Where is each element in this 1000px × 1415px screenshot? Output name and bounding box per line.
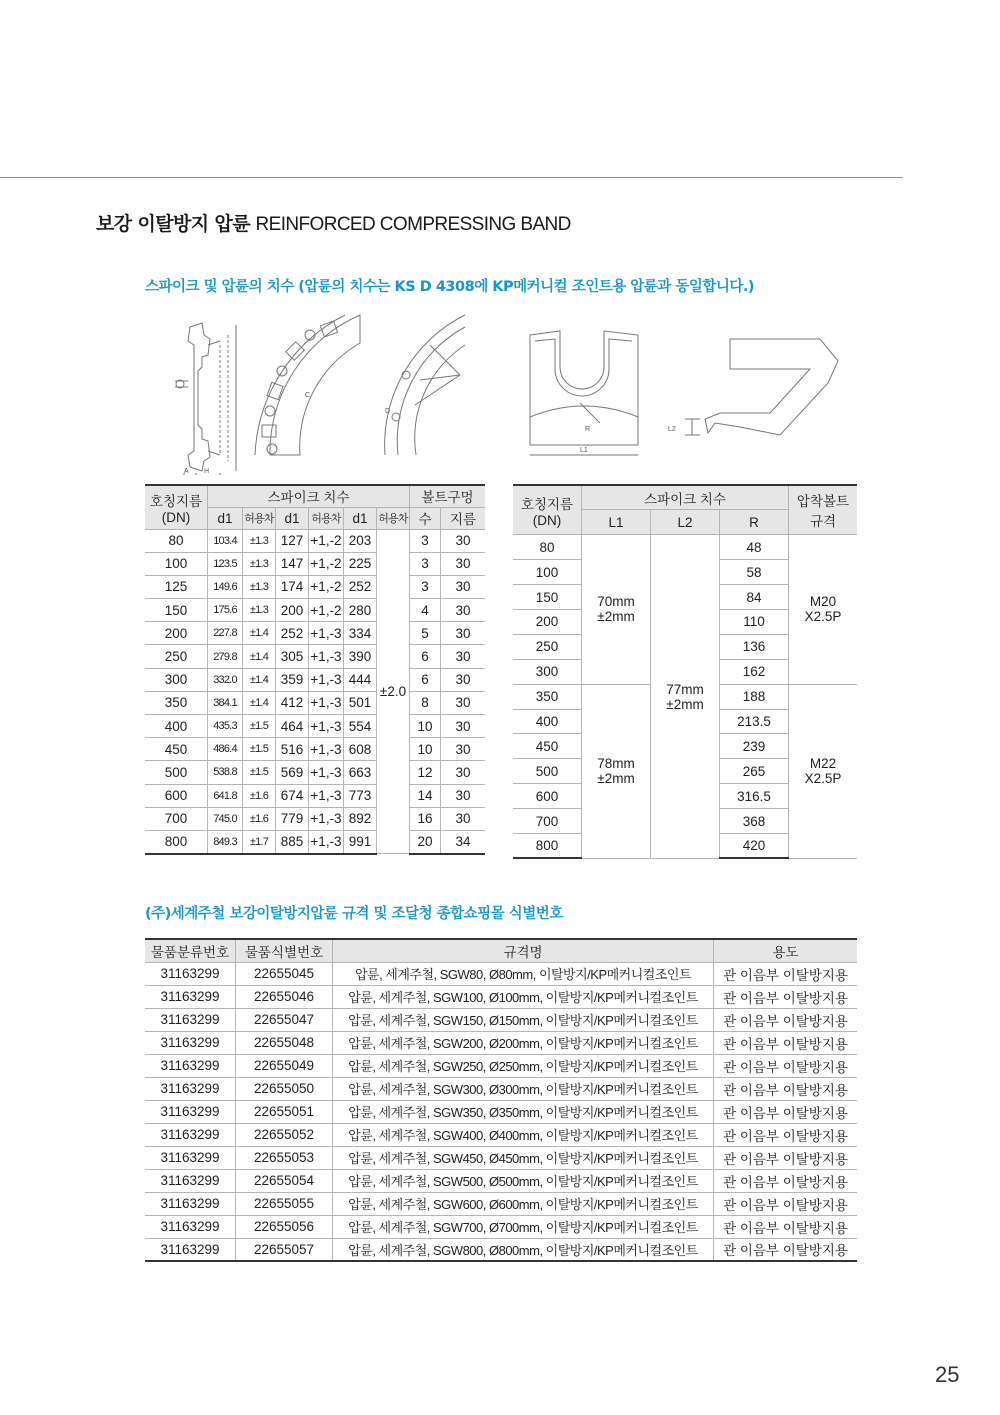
label-l1: L1: [580, 447, 588, 454]
cell-id-no: 22655045: [236, 962, 333, 985]
col-tol-b: 허용차: [309, 507, 344, 529]
cell-dn: 600: [513, 784, 582, 809]
spike-front-drawing: [530, 331, 638, 455]
table-row: [145, 1100, 857, 1123]
cell-diameter: 30: [441, 645, 486, 668]
cell-diameter: 30: [441, 761, 486, 784]
cell-dn: 450: [145, 738, 208, 761]
cell-l1-group-b-line: 78mm: [597, 756, 635, 772]
table-row: [145, 761, 485, 784]
front-view-drawing: [255, 315, 360, 455]
cell-tol-a: ±1.4: [243, 622, 276, 645]
col-class-no: 물품분류번호: [145, 939, 236, 962]
cell-class-no: 31163299: [145, 1215, 236, 1238]
cell-diameter: 30: [441, 599, 486, 622]
cell-d1-c: 390: [344, 645, 377, 668]
table-row: [145, 985, 857, 1008]
table-row: [145, 962, 857, 985]
table-row: [145, 599, 485, 622]
cell-d1-a: 332.0: [208, 668, 243, 691]
col-id-no: 물품식별번호: [236, 939, 333, 962]
cell-d1-c: 991: [344, 830, 377, 853]
cell-bolt-group-a: [789, 535, 858, 684]
col-tol-c: 허용차: [377, 507, 410, 529]
cell-tol-a: ±1.3: [243, 575, 276, 598]
col-spike-dim: 스파이크 치수: [208, 485, 410, 507]
cell-d1-c: 225: [344, 552, 377, 575]
table-row: [145, 645, 485, 668]
cell-bolt-group-a-line: M20: [809, 594, 837, 610]
table-row: [145, 1146, 857, 1169]
title-korean: 보강 이탈방지 압륜: [96, 213, 251, 235]
cell-id-no: 22655047: [236, 1008, 333, 1031]
cell-tol-a: ±1.4: [243, 668, 276, 691]
cell-tol-b: +1,-3: [309, 738, 344, 761]
cell-d1-b: 127: [276, 529, 309, 552]
cell-usage: 관 이음부 이탈방지용: [714, 1192, 858, 1215]
table-row: [145, 1192, 857, 1215]
table-row: [145, 807, 485, 830]
cell-tol-b: +1,-2: [309, 552, 344, 575]
cell-spec-name: 압륜, 세계주철, SGW100, Ø100mm, 이탈방지/KP메커니컬조인트: [333, 985, 714, 1008]
cell-usage: 관 이음부 이탈방지용: [714, 1054, 858, 1077]
cell-count: 14: [410, 784, 441, 807]
cell-l1-group-b-line: ±2mm: [597, 771, 635, 787]
procurement-table: [145, 938, 857, 1262]
col-dn: 호칭지름 (DN): [145, 485, 208, 529]
cell-spec-name: 압륜, 세계주철, SGW200, Ø200mm, 이탈방지/KP메커니컬조인트: [333, 1031, 714, 1054]
cell-id-no: 22655056: [236, 1215, 333, 1238]
cell-dn: 200: [513, 609, 582, 634]
cell-dn: 800: [145, 830, 208, 853]
table-row: [145, 668, 485, 691]
col-d1-b: d1: [276, 507, 309, 529]
cell-r: 265: [720, 759, 789, 784]
cell-tol-b: +1,-2: [309, 529, 344, 552]
cell-d1-a: 745.0: [208, 807, 243, 830]
common-tolerance-cell: ±2.0: [377, 529, 410, 854]
cell-dn: 500: [145, 761, 208, 784]
cell-r: 239: [720, 734, 789, 759]
cell-dn: 250: [145, 645, 208, 668]
cell-r: 84: [720, 585, 789, 610]
col-tol-a: 허용차: [243, 507, 276, 529]
cell-diameter: 30: [441, 575, 486, 598]
col-diameter: 지름: [441, 507, 486, 529]
cell-tol-b: +1,-3: [309, 761, 344, 784]
cell-d1-c: 892: [344, 807, 377, 830]
cell-dn: 700: [513, 809, 582, 834]
cell-d1-b: 674: [276, 784, 309, 807]
cell-tol-a: ±1.5: [243, 761, 276, 784]
cell-r: 48: [720, 535, 789, 560]
cell-d1-a: 123.5: [208, 552, 243, 575]
table-row: [145, 691, 485, 714]
cell-class-no: 31163299: [145, 985, 236, 1008]
cell-count: 4: [410, 599, 441, 622]
cell-usage: 관 이음부 이탈방지용: [714, 1123, 858, 1146]
cell-r: 213.5: [720, 709, 789, 734]
cell-spec-name: 압륜, 세계주철, SGW150, Ø150mm, 이탈방지/KP메커니컬조인트: [333, 1008, 714, 1031]
cell-r: 136: [720, 634, 789, 659]
cell-d1-b: 147: [276, 552, 309, 575]
cell-d1-a: 175.6: [208, 599, 243, 622]
cell-count: 20: [410, 830, 441, 853]
cell-dn: 700: [145, 807, 208, 830]
cell-spec-name: 압륜, 세계주철, SGW350, Ø350mm, 이탈방지/KP메커니컬조인트: [333, 1100, 714, 1123]
cell-r: 110: [720, 609, 789, 634]
cell-class-no: 31163299: [145, 1238, 236, 1261]
cell-spec-name: 압륜, 세계주철, SGW450, Ø450mm, 이탈방지/KP메커니컬조인트: [333, 1146, 714, 1169]
cell-tol-a: ±1.4: [243, 691, 276, 714]
cell-l2-line: 77mm: [666, 681, 704, 697]
cell-usage: 관 이음부 이탈방지용: [714, 1215, 858, 1238]
col-l2: L2: [651, 510, 720, 535]
cell-id-no: 22655048: [236, 1031, 333, 1054]
col-l1: L1: [582, 510, 651, 535]
cell-tol-b: +1,-3: [309, 622, 344, 645]
cell-diameter: 30: [441, 784, 486, 807]
cell-count: 6: [410, 668, 441, 691]
title-english: REINFORCED COMPRESSING BAND: [255, 214, 571, 235]
cell-dn: 250: [513, 634, 582, 659]
cell-tol-b: +1,-2: [309, 575, 344, 598]
procurement-subtitle: (주)세계주철 보강이탈방지압륜 규격 및 조달청 종합쇼핑몰 식별번호: [145, 906, 563, 922]
cell-bolt-group-b-line: M22: [809, 756, 837, 772]
cell-d1-b: 412: [276, 691, 309, 714]
cell-d1-c: 501: [344, 691, 377, 714]
cell-d1-c: 554: [344, 715, 377, 738]
cell-class-no: 31163299: [145, 1146, 236, 1169]
diameter-view-drawing: [385, 315, 465, 455]
cell-d1-c: 280: [344, 599, 377, 622]
cell-id-no: 22655054: [236, 1169, 333, 1192]
cell-r: 316.5: [720, 784, 789, 809]
cell-l1-group-a-line: 70mm: [597, 594, 635, 610]
cell-d1-b: 569: [276, 761, 309, 784]
cell-dn: 80: [513, 535, 582, 560]
cell-usage: 관 이음부 이탈방지용: [714, 1146, 858, 1169]
cell-tol-b: +1,-3: [309, 691, 344, 714]
cell-d1-a: 149.6: [208, 575, 243, 598]
cell-diameter: 30: [441, 552, 486, 575]
cell-diameter: 30: [441, 622, 486, 645]
page-title: [96, 209, 571, 236]
cell-r: 420: [720, 833, 789, 858]
cell-id-no: 22655046: [236, 985, 333, 1008]
cell-dn: 200: [145, 622, 208, 645]
cell-spec-name: 압륜, 세계주철, SGW80, Ø80mm, 이탈방지/KP메커니컬조인트: [333, 962, 714, 985]
table-row: [145, 1054, 857, 1077]
table-row: [145, 1123, 857, 1146]
cell-dn: 150: [145, 599, 208, 622]
cell-l1-group-a: [582, 535, 651, 684]
cell-count: 5: [410, 622, 441, 645]
cell-d1-c: 663: [344, 761, 377, 784]
cell-usage: 관 이음부 이탈방지용: [714, 985, 858, 1008]
cell-d1-a: 641.8: [208, 784, 243, 807]
technical-drawings: [160, 305, 860, 475]
cell-bolt-group-a-line: X2.5P: [804, 609, 842, 625]
cell-dn: 100: [513, 560, 582, 585]
cell-dn: 300: [145, 668, 208, 691]
cell-dn: 400: [513, 709, 582, 734]
cell-dn: 300: [513, 659, 582, 684]
cell-tol-a: ±1.6: [243, 807, 276, 830]
spike-dimension-table: [513, 484, 857, 859]
col-r: R: [720, 510, 789, 535]
cell-dn: 125: [145, 575, 208, 598]
cell-d1-b: 174: [276, 575, 309, 598]
cell-diameter: 30: [441, 691, 486, 714]
label-r: R: [585, 426, 591, 433]
cell-class-no: 31163299: [145, 1008, 236, 1031]
cell-d1-a: 486.4: [208, 738, 243, 761]
dimension-subtitle: 스파이크 및 압륜의 치수 (압륜의 치수는 KS D 4308에 KP메커니컬 조인트용 압륜과 동일합니다.): [145, 279, 755, 295]
cell-tol-b: +1,-3: [309, 784, 344, 807]
cell-usage: 관 이음부 이탈방지용: [714, 1238, 858, 1261]
label-l2: L2: [668, 426, 676, 433]
cell-l1-group-b: [582, 684, 651, 858]
col-dn: 호칭지름 (DN): [513, 485, 582, 535]
table-row: [145, 830, 485, 853]
table-row: [145, 1169, 857, 1192]
col-press-bolt: 압착볼트 규격: [789, 485, 858, 535]
cell-id-no: 22655053: [236, 1146, 333, 1169]
cell-diameter: 30: [441, 807, 486, 830]
cell-spec-name: 압륜, 세계주철, SGW500, Ø500mm, 이탈방지/KP메커니컬조인트: [333, 1169, 714, 1192]
cell-usage: 관 이음부 이탈방지용: [714, 1077, 858, 1100]
cell-d1-b: 516: [276, 738, 309, 761]
table-row: [145, 529, 485, 552]
cell-tol-a: ±1.5: [243, 715, 276, 738]
cell-tol-a: ±1.3: [243, 552, 276, 575]
cell-dn: 800: [513, 833, 582, 858]
table-row: [145, 1008, 857, 1031]
cell-d1-a: 103.4: [208, 529, 243, 552]
col-spec-name: 규격명: [333, 939, 714, 962]
cell-d1-b: 885: [276, 830, 309, 853]
table-row: [145, 1077, 857, 1100]
cell-diameter: 34: [441, 830, 486, 853]
cell-class-no: 31163299: [145, 1031, 236, 1054]
cell-count: 12: [410, 761, 441, 784]
table-row: [145, 715, 485, 738]
cell-count: 3: [410, 575, 441, 598]
cell-dn: 150: [513, 585, 582, 610]
cell-d1-a: 435.3: [208, 715, 243, 738]
cell-d1-b: 252: [276, 622, 309, 645]
cell-id-no: 22655049: [236, 1054, 333, 1077]
cell-id-no: 22655052: [236, 1123, 333, 1146]
cell-dn: 500: [513, 759, 582, 784]
cell-d1-b: 305: [276, 645, 309, 668]
cell-d1-b: 200: [276, 599, 309, 622]
cell-tol-b: +1,-3: [309, 668, 344, 691]
cell-diameter: 30: [441, 715, 486, 738]
cell-count: 8: [410, 691, 441, 714]
cell-spec-name: 압륜, 세계주철, SGW600, Ø600mm, 이탈방지/KP메커니컬조인트: [333, 1192, 714, 1215]
cell-d1-b: 464: [276, 715, 309, 738]
cell-spec-name: 압륜, 세계주철, SGW300, Ø300mm, 이탈방지/KP메커니컬조인트: [333, 1077, 714, 1100]
cell-usage: 관 이음부 이탈방지용: [714, 1100, 858, 1123]
cell-d1-b: 359: [276, 668, 309, 691]
cell-r: 368: [720, 809, 789, 834]
cell-diameter: 30: [441, 529, 486, 552]
table-row: [145, 1215, 857, 1238]
cell-tol-b: +1,-3: [309, 807, 344, 830]
cell-count: 3: [410, 552, 441, 575]
cell-d1-c: 334: [344, 622, 377, 645]
cell-tol-b: +1,-3: [309, 830, 344, 853]
cell-tol-a: ±1.5: [243, 738, 276, 761]
cell-d1-a: 279.8: [208, 645, 243, 668]
label-a: A: [184, 468, 189, 475]
cell-tol-a: ±1.3: [243, 599, 276, 622]
col-d1-a: d1: [208, 507, 243, 529]
cell-tol-a: ±1.7: [243, 830, 276, 853]
col-spike-dim: 스파이크 치수: [582, 485, 789, 510]
cell-id-no: 22655051: [236, 1100, 333, 1123]
cell-tol-a: ±1.6: [243, 784, 276, 807]
top-divider: [0, 177, 903, 178]
cell-spec-name: 압륜, 세계주철, SGW400, Ø400mm, 이탈방지/KP메커니컬조인트: [333, 1123, 714, 1146]
table-row: [513, 535, 857, 560]
table-row: [145, 1238, 857, 1261]
cell-id-no: 22655057: [236, 1238, 333, 1261]
cell-d1-c: 203: [344, 529, 377, 552]
cell-class-no: 31163299: [145, 1123, 236, 1146]
table-row: [145, 738, 485, 761]
col-bolt-hole: 볼트구멍: [410, 485, 486, 507]
cell-class-no: 31163299: [145, 1169, 236, 1192]
cell-usage: 관 이음부 이탈방지용: [714, 1169, 858, 1192]
cell-l2: [651, 535, 720, 859]
cell-dn: 450: [513, 734, 582, 759]
cell-class-no: 31163299: [145, 1192, 236, 1215]
cell-tol-b: +1,-2: [309, 599, 344, 622]
cell-d1-c: 252: [344, 575, 377, 598]
cell-tol-b: +1,-3: [309, 715, 344, 738]
cell-class-no: 31163299: [145, 962, 236, 985]
cell-class-no: 31163299: [145, 1100, 236, 1123]
cell-dn: 350: [513, 684, 582, 709]
cell-class-no: 31163299: [145, 1077, 236, 1100]
table-row: [145, 1031, 857, 1054]
cell-spec-name: 압륜, 세계주철, SGW800, Ø800mm, 이탈방지/KP메커니컬조인트: [333, 1238, 714, 1261]
cell-count: 6: [410, 645, 441, 668]
cell-tol-a: ±1.3: [243, 529, 276, 552]
cell-d1-c: 444: [344, 668, 377, 691]
cell-tol-a: ±1.4: [243, 645, 276, 668]
cell-bolt-group-b: [789, 684, 858, 858]
cell-class-no: 31163299: [145, 1054, 236, 1077]
cell-l1-group-a-line: ±2mm: [597, 609, 635, 625]
cell-diameter: 30: [441, 668, 486, 691]
cell-d1-a: 538.8: [208, 761, 243, 784]
cell-tol-b: +1,-3: [309, 645, 344, 668]
cell-id-no: 22655055: [236, 1192, 333, 1215]
table-row: [145, 784, 485, 807]
band-dimension-table: [145, 484, 485, 855]
cell-dn: 400: [145, 715, 208, 738]
cell-usage: 관 이음부 이탈방지용: [714, 962, 858, 985]
cell-usage: 관 이음부 이탈방지용: [714, 1008, 858, 1031]
cell-count: 10: [410, 715, 441, 738]
cell-spec-name: 압륜, 세계주철, SGW700, Ø700mm, 이탈방지/KP메커니컬조인트: [333, 1215, 714, 1238]
col-d1-c: d1: [344, 507, 377, 529]
col-usage: 용도: [714, 939, 858, 962]
col-count: 수: [410, 507, 441, 529]
cell-d1-c: 608: [344, 738, 377, 761]
spike-side-drawing: [685, 339, 838, 435]
cell-id-no: 22655050: [236, 1077, 333, 1100]
cell-bolt-group-b-line: X2.5P: [804, 771, 842, 787]
cell-count: 3: [410, 529, 441, 552]
cell-count: 16: [410, 807, 441, 830]
cell-dn: 80: [145, 529, 208, 552]
table-row: [145, 552, 485, 575]
cell-usage: 관 이음부 이탈방지용: [714, 1031, 858, 1054]
page-number: 25: [935, 1362, 960, 1387]
cell-d1-a: 849.3: [208, 830, 243, 853]
table-row: [145, 622, 485, 645]
label-c: C: [305, 392, 311, 399]
cell-r: 58: [720, 560, 789, 585]
cell-r: 162: [720, 659, 789, 684]
cell-count: 10: [410, 738, 441, 761]
cell-dn: 350: [145, 691, 208, 714]
label-h: H: [204, 468, 210, 475]
cell-l2-line: ±2mm: [666, 696, 704, 712]
cell-d1-b: 779: [276, 807, 309, 830]
cell-diameter: 30: [441, 738, 486, 761]
cell-spec-name: 압륜, 세계주철, SGW250, Ø250mm, 이탈방지/KP메커니컬조인트: [333, 1054, 714, 1077]
cell-dn: 600: [145, 784, 208, 807]
cell-dn: 100: [145, 552, 208, 575]
table-row: [145, 575, 485, 598]
cell-d1-a: 384.1: [208, 691, 243, 714]
cell-d1-a: 227.8: [208, 622, 243, 645]
label-d: D: [385, 408, 391, 415]
side-section-drawing: [175, 323, 236, 475]
cell-d1-c: 773: [344, 784, 377, 807]
cell-r: 188: [720, 684, 789, 709]
